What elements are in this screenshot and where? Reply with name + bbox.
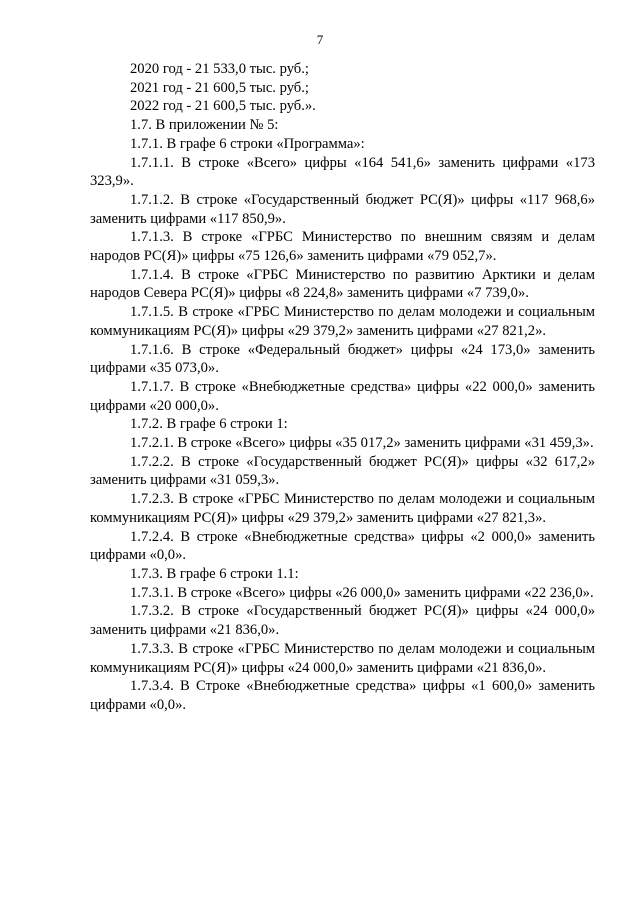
paragraph-1-7-1-4: 1.7.1.4. В строке «ГРБС Министерство по развитию Арктики и делам народов Севера РС(Я)» цифры «8 224,8» заменить цифрами «7 739,0». bbox=[90, 266, 595, 302]
paragraph-1-7-1-1: 1.7.1.1. В строке «Всего» цифры «164 541,6» заменить цифрами «173 323,9». bbox=[90, 154, 595, 190]
paragraph-1-7: 1.7. В приложении № 5: bbox=[130, 117, 279, 134]
paragraph-1-7-2-3: 1.7.2.3. В строке «ГРБС Министерство по делам молодежи и социальным коммуникациям РС(Я)» цифры «29 379,2» заменить цифрами «27 821,3». bbox=[90, 491, 595, 526]
paragraph-1-7-3: 1.7.3. В графе 6 строки 1.1: bbox=[130, 565, 299, 582]
paragraph-1-7-2-4: 1.7.2.4. В строке «Внебюджетные средства» цифры «2 000,0» заменить цифрами «0,0». bbox=[90, 528, 595, 564]
paragraph-1-7-1-3: 1.7.1.3. В строке «ГРБС Министерство по внешним связям и делам народов РС(Я)» цифры «75 126,6» заменить цифрами «79 052,7». bbox=[90, 229, 595, 265]
paragraph-1-7-2-2: 1.7.2.2. В строке «Государственный бюджет РС(Я)» цифры «32 617,2» заменить цифрами «31 059,3». bbox=[90, 453, 595, 489]
paragraph-1-7-2: 1.7.2. В графе 6 строки 1: bbox=[130, 416, 288, 433]
paragraph-1-7-1-7: 1.7.1.7. В строке «Внебюджетные средства» цифры «22 000,0» заменить цифрами «20 000,0». bbox=[90, 378, 595, 414]
paragraph-1-7-2-1: 1.7.2.1. В строке «Всего» цифры «35 017,2» заменить цифрами «31 459,3». bbox=[130, 435, 594, 452]
paragraph-1-7-3-2: 1.7.3.2. В строке «Государственный бюджет РС(Я)» цифры «24 000,0» заменить цифрами «21 836,0». bbox=[90, 603, 595, 639]
paragraph-year-2022: 2022 год - 21 600,5 тыс. руб.». bbox=[130, 98, 316, 115]
document-body bbox=[90, 60, 595, 715]
paragraph-1-7-1: 1.7.1. В графе 6 строки «Программа»: bbox=[130, 135, 365, 152]
paragraph-1-7-1-2: 1.7.1.2. В строке «Государственный бюджет РС(Я)» цифры «117 968,6» заменить цифрами «117 850,9». bbox=[90, 191, 595, 227]
paragraph-1-7-3-3: 1.7.3.3. В строке «ГРБС Министерство по делам молодежи и социальным коммуникациям РС(Я)» цифры «24 000,0» заменить цифрами «21 836,0». bbox=[90, 640, 595, 676]
paragraph-1-7-3-1: 1.7.3.1. В строке «Всего» цифры «26 000,0» заменить цифрами «22 236,0». bbox=[130, 584, 594, 601]
paragraph-1-7-1-5: 1.7.1.5. В строке «ГРБС Министерство по делам молодежи и социальным коммуникациям РС(Я)» цифры «29 379,2» заменить цифрами «27 821,2». bbox=[90, 304, 595, 339]
paragraph-1-7-3-4: 1.7.3.4. В Строке «Внебюджетные средства» цифры «1 600,0» заменить цифрами «0,0». bbox=[90, 678, 595, 713]
paragraph-1-7-1-6: 1.7.1.6. В строке «Федеральный бюджет» цифры «24 173,0» заменить цифрами «35 073,0». bbox=[90, 341, 595, 377]
page-number: 7 bbox=[316, 32, 324, 47]
paragraph-year-2020: 2020 год - 21 533,0 тыс. руб.; bbox=[130, 61, 309, 77]
paragraph-year-2021: 2021 год - 21 600,5 тыс. руб.; bbox=[130, 79, 309, 96]
